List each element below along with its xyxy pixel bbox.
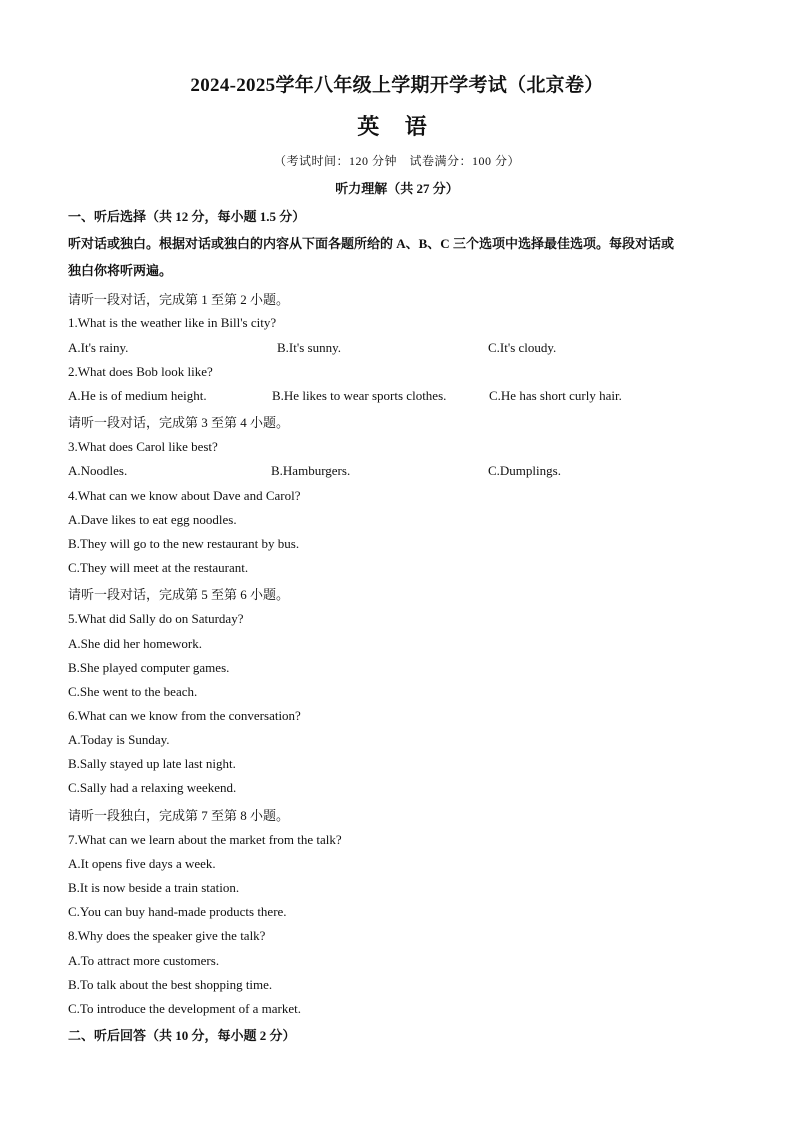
q5-option-b: B.She played computer games. [68,660,230,675]
q6-stem: 6.What can we know from the conversation? [68,708,301,723]
q2-option-a: A.He is of medium height. [68,388,207,403]
q1-option-c: C.It's cloudy. [488,340,557,355]
q2-stem: 2.What does Bob look like? [68,364,213,379]
q6-option-b: B.Sally stayed up late last night. [68,756,236,771]
q8-option-c: C.To introduce the development of a market. [68,1001,302,1016]
q5-option-a: A.She did her homework. [68,636,202,651]
q3-stem: 3.What does Carol like best? [68,439,218,454]
prompt-3-4: 请听一段对话，完成第 3 至第 4 小题。 [68,415,290,430]
section1-heading: 一、听后选择（共 12 分，每小题 1.5 分） [68,209,306,224]
q4-option-b: B.They will go to the new restaurant by bus. [68,536,300,551]
section1-instruction-line2: 独白你将听两遍。 [68,263,173,278]
section1-instruction-line1: 听对话或独白。根据对话或独白的内容从下面各题所给的 A、B、C 三个选项中选择最佳选项。每段对话或 [68,236,674,251]
q4-option-a: A.Dave likes to eat egg noodles. [68,512,237,527]
q3-option-a: A.Noodles. [68,463,128,478]
q8-option-b: B.To talk about the best shopping time. [68,977,273,992]
q8-stem: 8.Why does the speaker give the talk? [68,928,266,943]
q8-option-a: A.To attract more customers. [68,953,220,968]
q3-option-c: C.Dumplings. [488,463,561,478]
exam-title: 2024-2025学年八年级上学期开学考试（北京卷） [190,75,604,96]
q5-stem: 5.What did Sally do on Saturday? [68,611,244,626]
q1-stem: 1.What is the weather like in Bill's city? [68,315,277,330]
q6-option-a: A.Today is Sunday. [68,732,170,747]
q1-option-b: B.It's sunny. [277,340,341,355]
q4-option-c: C.They will meet at the restaurant. [68,560,249,575]
q4-stem: 4.What can we know about Dave and Carol? [68,488,301,503]
q5-option-c: C.She went to the beach. [68,684,198,699]
q7-stem: 7.What can we learn about the market from the talk? [68,832,342,847]
exam-info: （考试时间：120 分钟 试卷满分：100 分） [273,154,520,168]
q6-option-c: C.Sally had a relaxing weekend. [68,780,237,795]
prompt-1-2: 请听一段对话，完成第 1 至第 2 小题。 [68,292,290,307]
q3-option-b: B.Hamburgers. [271,463,351,478]
listening-part-title: 听力理解（共 27 分） [335,181,459,196]
subject-title: 英 语 [357,114,437,139]
q2-option-b: B.He likes to wear sports clothes. [272,388,447,403]
q1-option-a: A.It's rainy. [68,340,129,355]
q7-option-b: B.It is now beside a train station. [68,880,240,895]
prompt-5-6: 请听一段对话，完成第 5 至第 6 小题。 [68,587,290,602]
q7-option-c: C.You can buy hand-made products there. [68,904,287,919]
q7-option-a: A.It opens five days a week. [68,856,216,871]
section2-heading: 二、听后回答（共 10 分，每小题 2 分） [68,1028,296,1043]
prompt-7-8: 请听一段独白，完成第 7 至第 8 小题。 [68,808,290,823]
q2-option-c: C.He has short curly hair. [489,388,622,403]
